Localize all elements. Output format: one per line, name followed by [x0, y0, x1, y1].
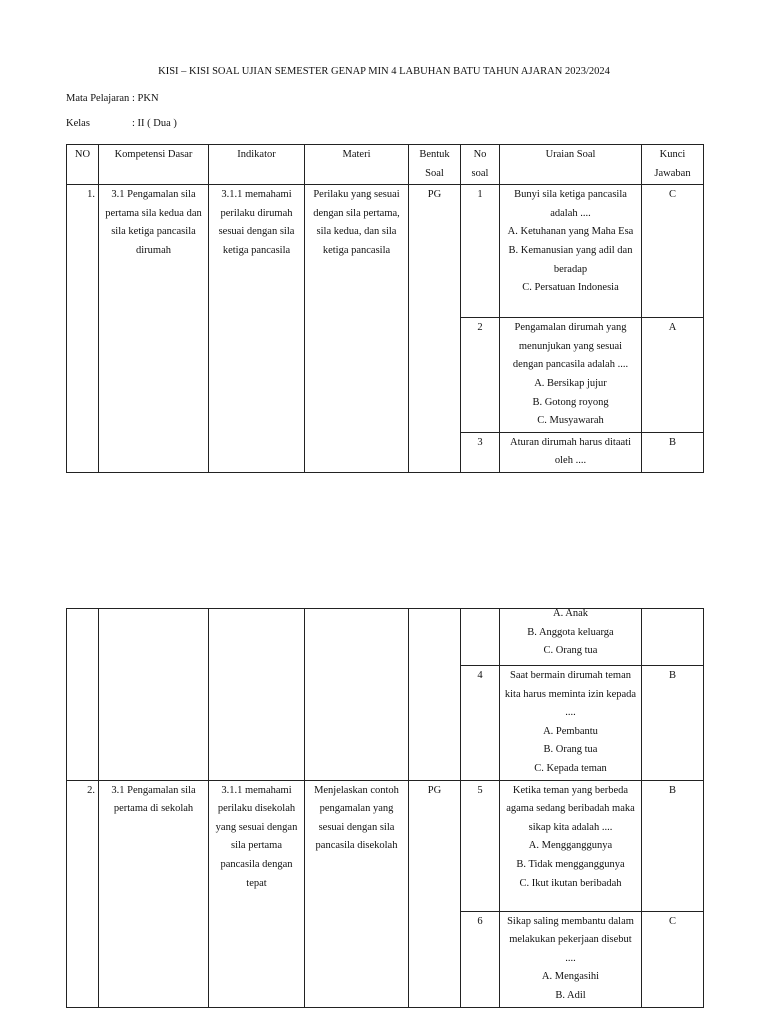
question-text: Aturan dirumah harus ditaati oleh ....	[509, 436, 631, 467]
row-bentuk: PG	[409, 780, 461, 1007]
table-header-row	[67, 145, 704, 185]
table-row	[67, 780, 704, 911]
document-title: KISI – KISI SOAL UJIAN SEMESTER GENAP MIN 4 LABUHAN BATU TAHUN AJARAN 2023/2024	[158, 66, 610, 77]
header-no: NO	[67, 145, 99, 185]
question-option: C. Ikut ikutan beribadah	[519, 877, 622, 889]
question-option: A. Bersikap jujur	[534, 377, 607, 389]
row-kd-cont	[99, 609, 209, 781]
question-key: B	[642, 432, 704, 472]
question-key: C	[642, 911, 704, 1007]
class-value: : II ( Dua )	[132, 118, 177, 129]
question-body	[500, 318, 642, 433]
header-materi: Materi	[305, 145, 409, 185]
header-kd: Kompetensi Dasar	[99, 145, 209, 185]
subject-label: Mata Pelajaran	[66, 93, 130, 104]
question-num: 5	[461, 780, 500, 911]
grid-table-page-2	[66, 608, 704, 1008]
row-indikator: 3.1.1 memahami perilaku disekolah yang sesuai dengan sila pertama pancasila dengan tepat	[209, 780, 305, 1007]
header-nosoal: No soal	[461, 145, 500, 185]
question-num: 1	[461, 185, 500, 318]
question-num-cont	[461, 609, 500, 666]
question-option: B. Kemanusian yang adil dan beradap	[508, 244, 633, 275]
row-materi: Perilaku yang sesuai dengan sila pertama, sila kedua, dan sila ketiga pancasila	[305, 185, 409, 473]
question-key: C	[642, 185, 704, 318]
question-key: B	[642, 780, 704, 911]
row-bentuk-cont	[409, 609, 461, 781]
row-no-cont	[67, 609, 99, 781]
question-option: B. Adil	[555, 989, 586, 1001]
question-option: A. Anak	[553, 608, 588, 619]
question-option: C. Musyawarah	[537, 415, 604, 427]
question-text: Sikap saling membantu dalam melakukan pekerjaan disebut ....	[507, 915, 634, 964]
question-option: B. Anggota keluarga	[527, 626, 614, 638]
question-body	[500, 780, 642, 911]
subject-line	[66, 93, 159, 104]
question-option: A. Mengganggunya	[528, 840, 613, 852]
row-kd: 3.1 Pengamalan sila pertama di sekolah	[99, 780, 209, 1007]
question-body	[500, 185, 642, 318]
question-num: 4	[461, 666, 500, 781]
question-text: Saat bermain dirumah teman kita harus meminta izin kepada ....	[504, 670, 637, 719]
question-num: 3	[461, 432, 500, 472]
question-key-cont	[642, 609, 704, 666]
question-option: A. Ketuhanan yang Maha Esa	[507, 226, 634, 238]
question-option: B. Tidak mengganggunya	[516, 858, 625, 870]
question-option: A. Mengasihi	[541, 971, 600, 983]
header-bentuk: Bentuk Soal	[409, 145, 461, 185]
header-uraian: Uraian Soal	[500, 145, 642, 185]
question-option: B. Gotong royong	[532, 396, 609, 408]
question-body	[500, 911, 642, 1007]
question-option: A. Pembantu	[543, 725, 598, 737]
question-body	[500, 432, 642, 472]
question-body	[500, 666, 642, 781]
header-kunci: Kunci Jawaban	[642, 145, 704, 185]
row-no: 2.	[67, 780, 99, 1007]
row-kd: 3.1 Pengamalan sila pertama sila kedua dan sila ketiga pancasila dirumah	[99, 185, 209, 473]
header-indikator: Indikator	[209, 145, 305, 185]
row-bentuk: PG	[409, 185, 461, 473]
row-materi-cont	[305, 609, 409, 781]
question-key: A	[642, 318, 704, 433]
table-row	[67, 609, 704, 666]
subject-value: : PKN	[132, 93, 159, 104]
row-indikator: 3.1.1 memahami perilaku dirumah sesuai dengan sila ketiga pancasila	[209, 185, 305, 473]
class-line	[66, 118, 177, 129]
row-materi: Menjelaskan contoh pengamalan yang sesuai dengan sila pancasila disekolah	[305, 780, 409, 1007]
question-num: 6	[461, 911, 500, 1007]
row-indikator-cont	[209, 609, 305, 781]
question-option: B. Orang tua	[543, 744, 598, 756]
row-no: 1.	[67, 185, 99, 473]
question-body	[500, 609, 642, 666]
grid-table-page-1	[66, 144, 704, 473]
class-label: Kelas	[66, 118, 90, 129]
question-option: C. Kepada teman	[534, 762, 607, 774]
question-key: B	[642, 666, 704, 781]
question-text: Pengamalan dirumah yang menunjukan yang sesuai dengan pancasila adalah ....	[512, 322, 629, 371]
question-option: C. Orang tua	[543, 645, 598, 657]
question-text: Ketika teman yang berbeda agama sedang beribadah maka sikap kita adalah ....	[506, 784, 635, 833]
question-num: 2	[461, 318, 500, 433]
table-row	[67, 185, 704, 318]
question-option: C. Persatuan Indonesia	[522, 282, 619, 294]
question-text: Bunyi sila ketiga pancasila adalah ....	[514, 189, 627, 219]
